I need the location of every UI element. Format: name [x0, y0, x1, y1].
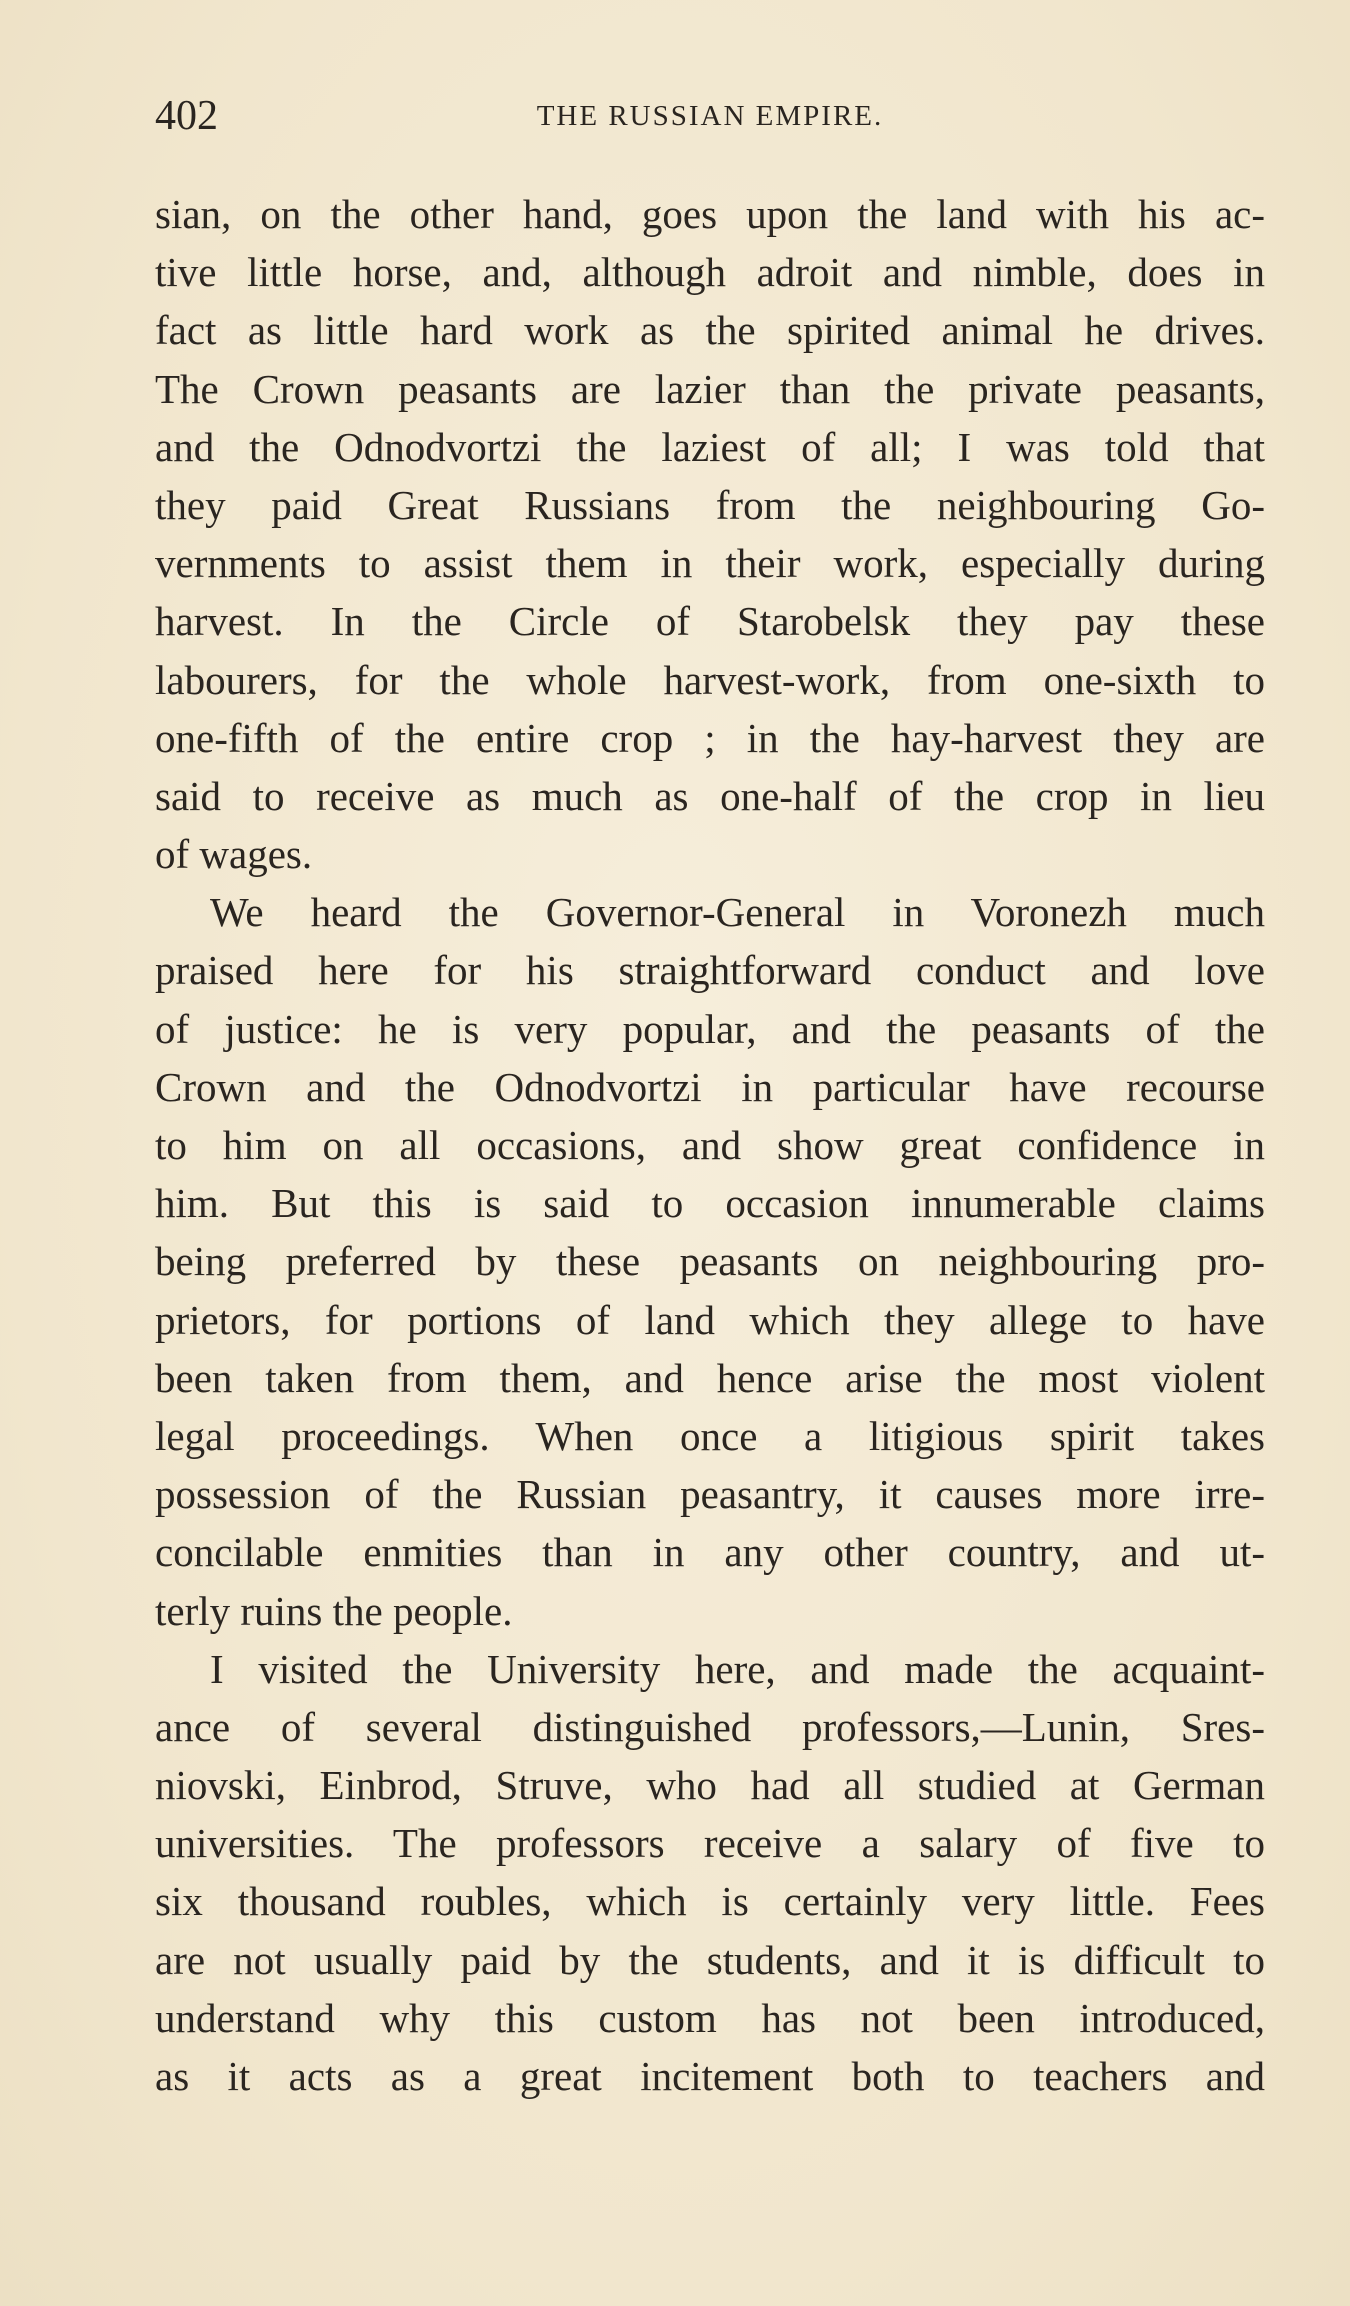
text-line: being preferred by these peasants on neighbouring pro-: [155, 1238, 1265, 1285]
text-line: Crown and the Odnodvortzi in particular have recourse: [155, 1063, 1265, 1110]
text-line: tive little horse, and, although adroit and nimble, does in: [155, 249, 1265, 296]
text-line: of justice: he is very popular, and the peasants of the: [155, 1005, 1265, 1052]
text-line: harvest. In the Circle of Starobelsk they pay these: [155, 598, 1265, 645]
running-head: [155, 86, 1265, 146]
text-line: they paid Great Russians from the neighbouring Go-: [155, 481, 1265, 528]
text-line: possession of the Russian peasantry, it causes more irre-: [155, 1471, 1265, 1518]
text-line: and the Odnodvortzi the laziest of all; I was told that: [155, 423, 1265, 470]
text-line: sian, on the other hand, goes upon the land with his ac-: [155, 191, 1265, 237]
text-line: labourers, for the whole harvest-work, from one-sixth to: [155, 656, 1265, 703]
text-line: one-fifth of the entire crop ; in the hay-harvest they are: [155, 714, 1265, 761]
text-line: The Crown peasants are lazier than the private peasants,: [155, 365, 1265, 412]
text-line: ance of several distinguished professors,—Lunin, Sres-: [155, 1703, 1265, 1750]
body-text: [155, 185, 1265, 2105]
page-number: 402: [155, 93, 218, 139]
text-line: of wages.: [155, 831, 313, 878]
text-line: him. But this is said to occasion innumerable claims: [155, 1180, 1265, 1227]
text-line: terly ruins the people.: [155, 1587, 513, 1634]
text-line: said to receive as much as one-half of the crop in lieu: [155, 772, 1265, 819]
text-line: We heard the Governor-General in Voronezh much: [210, 889, 1265, 936]
text-line: as it acts as a great incitement both to teachers and: [155, 2053, 1265, 2099]
text-line: niovski, Einbrod, Struve, who had all studied at German: [155, 1762, 1265, 1809]
text-line: vernments to assist them in their work, especially during: [155, 540, 1265, 587]
text-line: to him on all occasions, and show great confidence in: [155, 1122, 1265, 1168]
text-line: legal proceedings. When once a litigious spirit takes: [155, 1412, 1265, 1459]
text-line: are not usually paid by the students, and it is difficult to: [155, 1936, 1265, 1983]
text-line: concilable enmities than in any other country, and ut-: [155, 1529, 1265, 1576]
text-line: fact as little hard work as the spirited animal he drives.: [155, 307, 1265, 354]
text-line: I visited the University here, and made the acquaint-: [210, 1645, 1265, 1692]
text-line: understand why this custom has not been introduced,: [155, 1994, 1265, 2041]
text-line: praised here for his straightforward conduct and love: [155, 947, 1265, 994]
text-line: been taken from them, and hence arise the most violent: [155, 1354, 1265, 1401]
text-line: universities. The professors receive a salary of five to: [155, 1820, 1265, 1867]
text-line: prietors, for portions of land which they allege to have: [155, 1296, 1265, 1343]
text-line: six thousand roubles, which is certainly very little. Fees: [155, 1878, 1265, 1925]
running-title: THE RUSSIAN EMPIRE.: [536, 100, 884, 132]
